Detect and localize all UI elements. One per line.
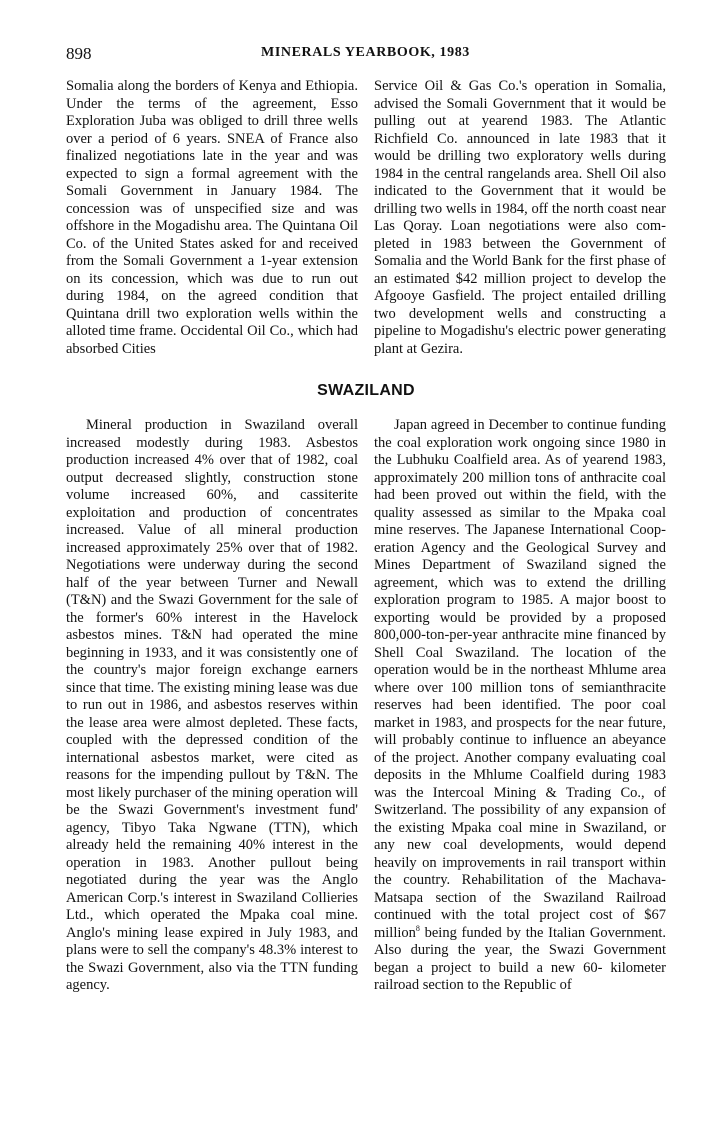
page-number: 898: [66, 44, 92, 63]
page-header: [66, 44, 666, 66]
swaziland-paragraph-right: Japan agreed in December to continue funding the coal exploration work ongoing since 1980 in the Lubhuku Coalfield area. As of yearend 1983, approximately 200 million tons of anthracite coal had been proved out within the field, with the quality assessed as similar to the Mpaka coal mine reserves. The Japanese International Cooperation Agency and the Geological Survey and Mines Department of Swaziland signed the agreement, which was to extend the drilling exploration program to 1985. A major boost to exporting would be provided by a proposed 800,000-ton-per-year anthracite mine financed by Shell Coal Swaziland. The location of the operation would be in the northeast Mhlume area where over 100 million tons of semianthracite reserves had been identified. The poor coal market in 1983, and prospects for the near future, will probably continue to influence an abeyance of the project. Another company evaluating coal deposits in the Mhlume Coalfield during 1983 was the Intercoal Mining & Trading Co., of Switzerland. The possibility of any expansion of the existing Mpaka coal mine in Swaziland, or any new coal developments, would depend heavily on improvements in rail transport within the country. Rehabilitation of the Machava-Matsapa section of the Swaziland Railroad continued with the total project cost of $67 million$^8$ being funded by the Italian Government. Also during the year, the Swazi Government began a project to build a new 60- kilometer railroad section to the Republic of: [374, 417, 666, 993]
somalia-paragraph-left: Somalia along the borders of Kenya and Ethiopia. Under the terms of the agreement, Esso Exploration Juba was obliged to drill three wells over a period of 6 years. SNEA of France also finalized negotiations late in the year and was expected to sign a formal agreement with the Somali Government in January 1984. The concession was of unspecified size and was offshore in the Mogadishu area. The Quintana Oil Co. of the United States asked for and received from the Somali Government a 1-year extension on its concession, which was due to run out during 1984, on the agreed condition that Quintana drill two exploration wells within the alloted time frame. Occidental Oil Co., which had absorbed Cities: [66, 78, 358, 357]
somalia-text-left-column: [66, 78, 358, 358]
section-heading-swaziland: SWAZILAND: [317, 382, 415, 399]
somalia-paragraph-right: Service Oil & Gas Co.'s operation in Somalia, advised the Somali Government that it would be pulling out at yearend 1983. The Atlantic Richfield Co. announced in late 1983 that it would be drilling two exploratory wells during 1984 in the central rangelands area. Shell Oil also indicated to the Government that it would be drilling two wells in 1984, off the north coast near Las Qoray. Loan negotiations were also completed in 1983 between the Government of Somalia and the World Bank for the first phase of an estimated $42 million project to develop the Afgooye Gasfield. The project entailed drilling two development wells and constructing a pipeline to Mogadishu's electric power generating plant at Gezira.: [374, 78, 666, 357]
swaziland-paragraph-left: Mineral production in Swaziland overall increased modestly during 1983. Asbestos production increased 4% over that of 1982, coal output decreased slightly, construction stone volume increased 60%, and cassiterite exploitation and production of concentrates increased. Value of all mineral production increased approximately 25% over that of 1982. Negotiations were underway during the second half of the year between Turner and Newall (T&N) and the Swazi Government for the sale of the former's 60% interest in the Havelock asbestos mines. T&N had operated the mine beginning in 1933, and it was consistently one of the country's major foreign exchange earners since that time. The existing mining lease was due to run out in 1986, and asbestos reserves within the lease area were almost depleted. These facts, coupled with the depressed condition of the international asbestos market, were cited as reasons for the impending pullout by T&N. The most likely purchaser of the mining operation will be the Swazi Government's investment fund' agency, Tibyo Taka Ngwane (TTN), which already held the remaining 40% interest in the operation in 1983. Another pullout being negotiated during the year was the Anglo American Corp.'s interest in Swaziland Collieries Ltd., which operated the Mpaka coal mine. Anglo's mining lease expired in July 1983, and plans were to sell the company's 48.3% interest to the Swazi Government, also via the TTN funding agency.: [66, 417, 358, 993]
somalia-text-right-column: [374, 78, 666, 358]
swaziland-text-right-column: [374, 417, 666, 995]
swaziland-text-left-column: [66, 417, 358, 995]
footnote-marker: 8: [415, 923, 420, 933]
running-head: MINERALS YEARBOOK, 1983: [261, 45, 470, 60]
